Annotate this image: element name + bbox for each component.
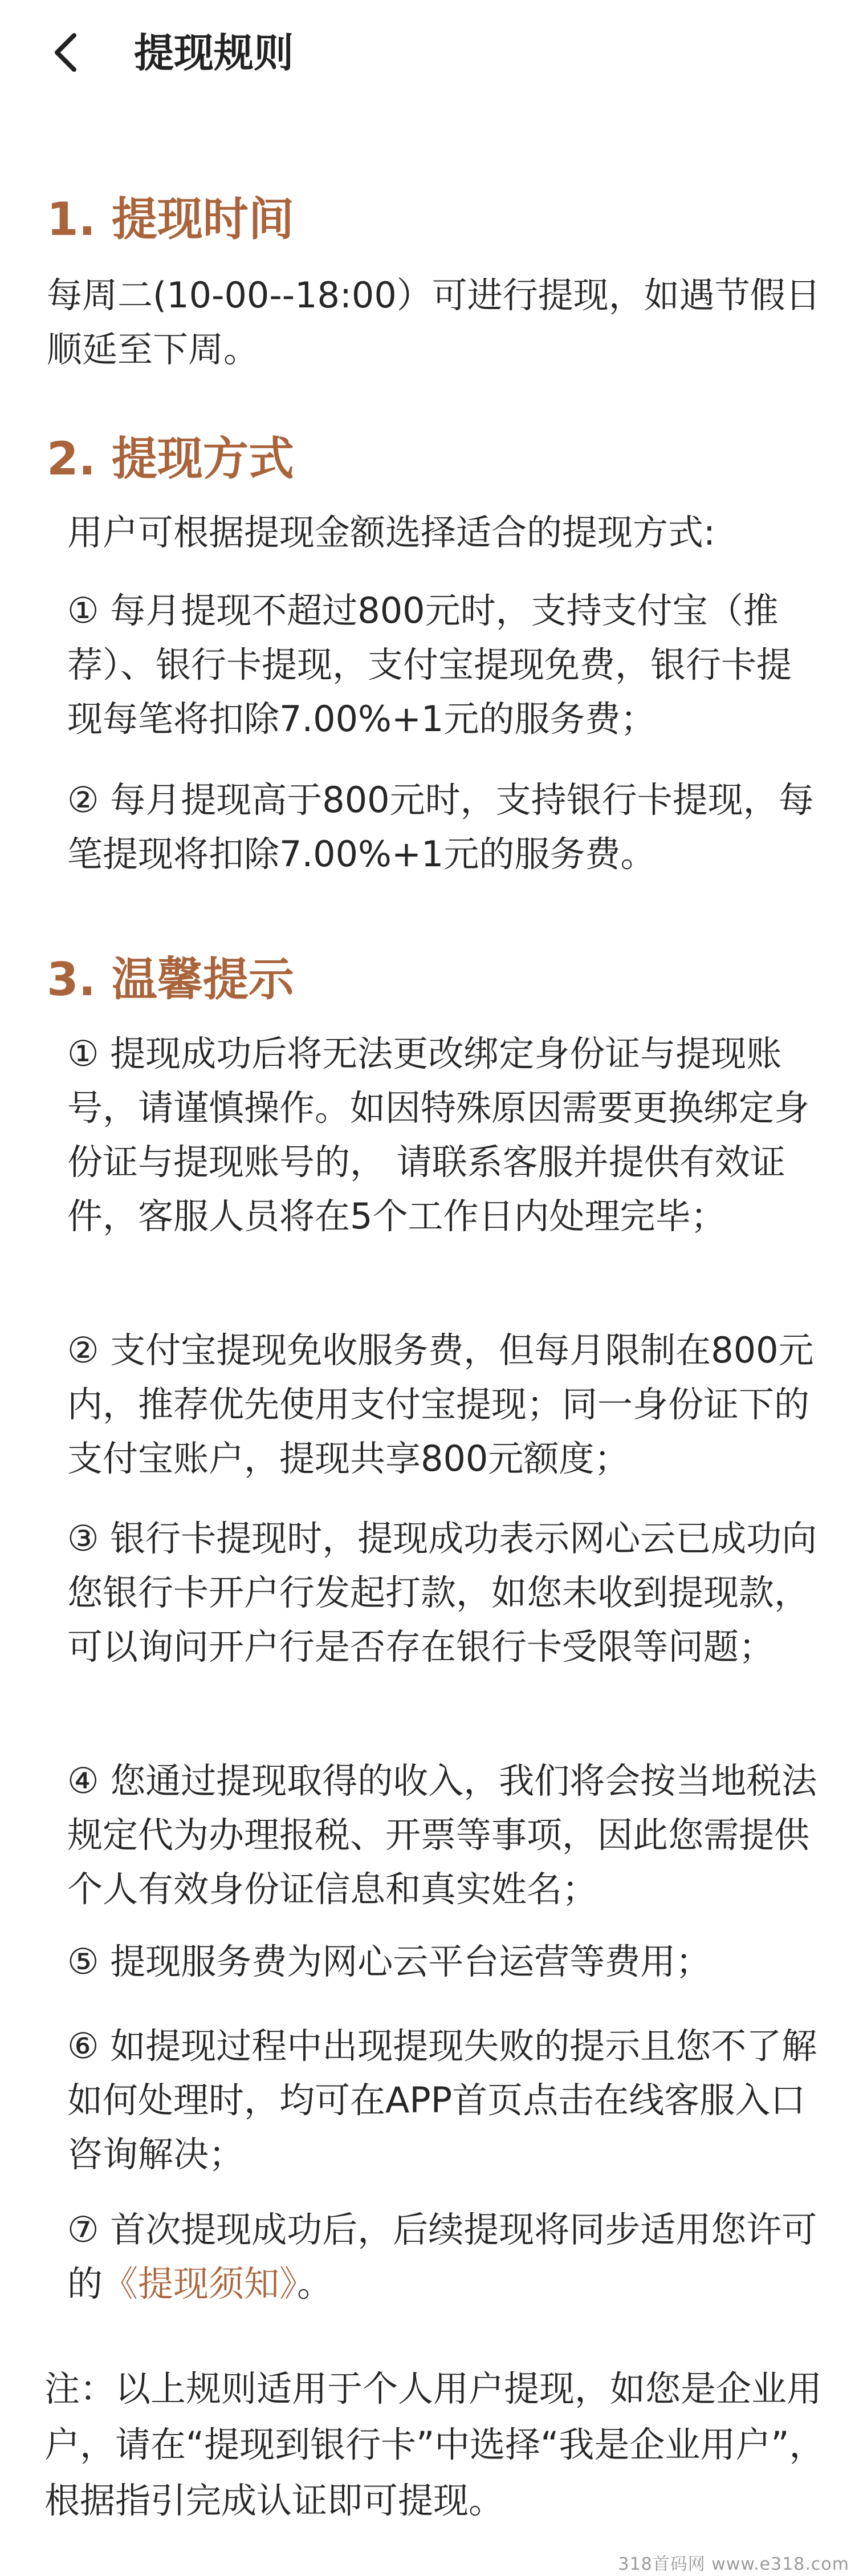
tip-item-2: ② 支付宝提现免收服务费，但每月限制在800元内，推荐优先使用支付宝提现；同一身份证下的支付宝账户，提现共享800元额度；: [67, 1329, 814, 1479]
rules-note: 注：以上规则适用于个人用户提现，如您是企业用户，请在“提现到银行卡”中选择“我是企业用户”，根据指引完成认证即可提现。: [44, 2368, 825, 2521]
tip-item-1: ① 提现成功后将无法更改绑定身份证与提现账号，请谨慎操作。如因特殊原因需要更换绑定身份证与提现账号的， 请联系客服并提供有效证件，客服人员将在5个工作日内处理完毕；: [67, 1033, 810, 1237]
tip-item-7-suffix: 。: [297, 2263, 333, 2305]
tip-item-4: ④ 您通过提现取得的收入，我们将会按当地税法规定代为办理报税、开票等事项，因此您需提供个人有效身份证信息和真实姓名；: [67, 1760, 817, 1910]
nav-bar: [0, 0, 855, 108]
chevron-left-icon: [44, 23, 90, 82]
tip-item-3: ③ 银行卡提现时，提现成功表示网心云已成功向您银行卡开户行发起打款，如您未收到提现款，可以询问开户行是否存在银行卡受限等问题；: [67, 1518, 817, 1668]
section-heading-time: 1. 提现时间: [47, 193, 294, 246]
section-heading-tips: 3. 温馨提示: [47, 953, 294, 1006]
method-item-2: ② 每月提现高于800元时，支持银行卡提现，每笔提现将扣除7.00%+1元的服务费。: [67, 779, 814, 875]
method-item-1: ① 每月提现不超过800元时，支持支付宝（推荐）、银行卡提现，支付宝提现免费，银行卡提现每笔将扣除7.00%+1元的服务费；: [67, 590, 792, 740]
tip-item-5: ⑤ 提现服务费为网心云平台运营等费用；: [67, 1941, 711, 1982]
section-time-body: 每周二(10-00--18:00）可进行提现，如遇节假日顺延至下周。: [47, 274, 821, 370]
back-button[interactable]: [44, 23, 90, 82]
withdrawal-notice-link[interactable]: 《提现须知》: [103, 2263, 298, 2305]
tip-item-7-text: ⑦ 首次提现成功后，后续提现将同步适用您许可的: [67, 2209, 817, 2305]
page-title: 提现规则: [134, 30, 294, 76]
watermark: 318首码网 www.e318.com: [618, 2554, 849, 2574]
tip-item-6: ⑥ 如提现过程中出现提现失败的提示且您不了解如何处理时，均可在APP首页点击在线客服入口咨询解决；: [67, 2025, 817, 2175]
tip-item-7: [67, 2202, 820, 2311]
section-heading-method: 2. 提现方式: [47, 432, 294, 485]
section-method-intro: 用户可根据提现金额选择适合的提现方式:: [67, 512, 715, 553]
